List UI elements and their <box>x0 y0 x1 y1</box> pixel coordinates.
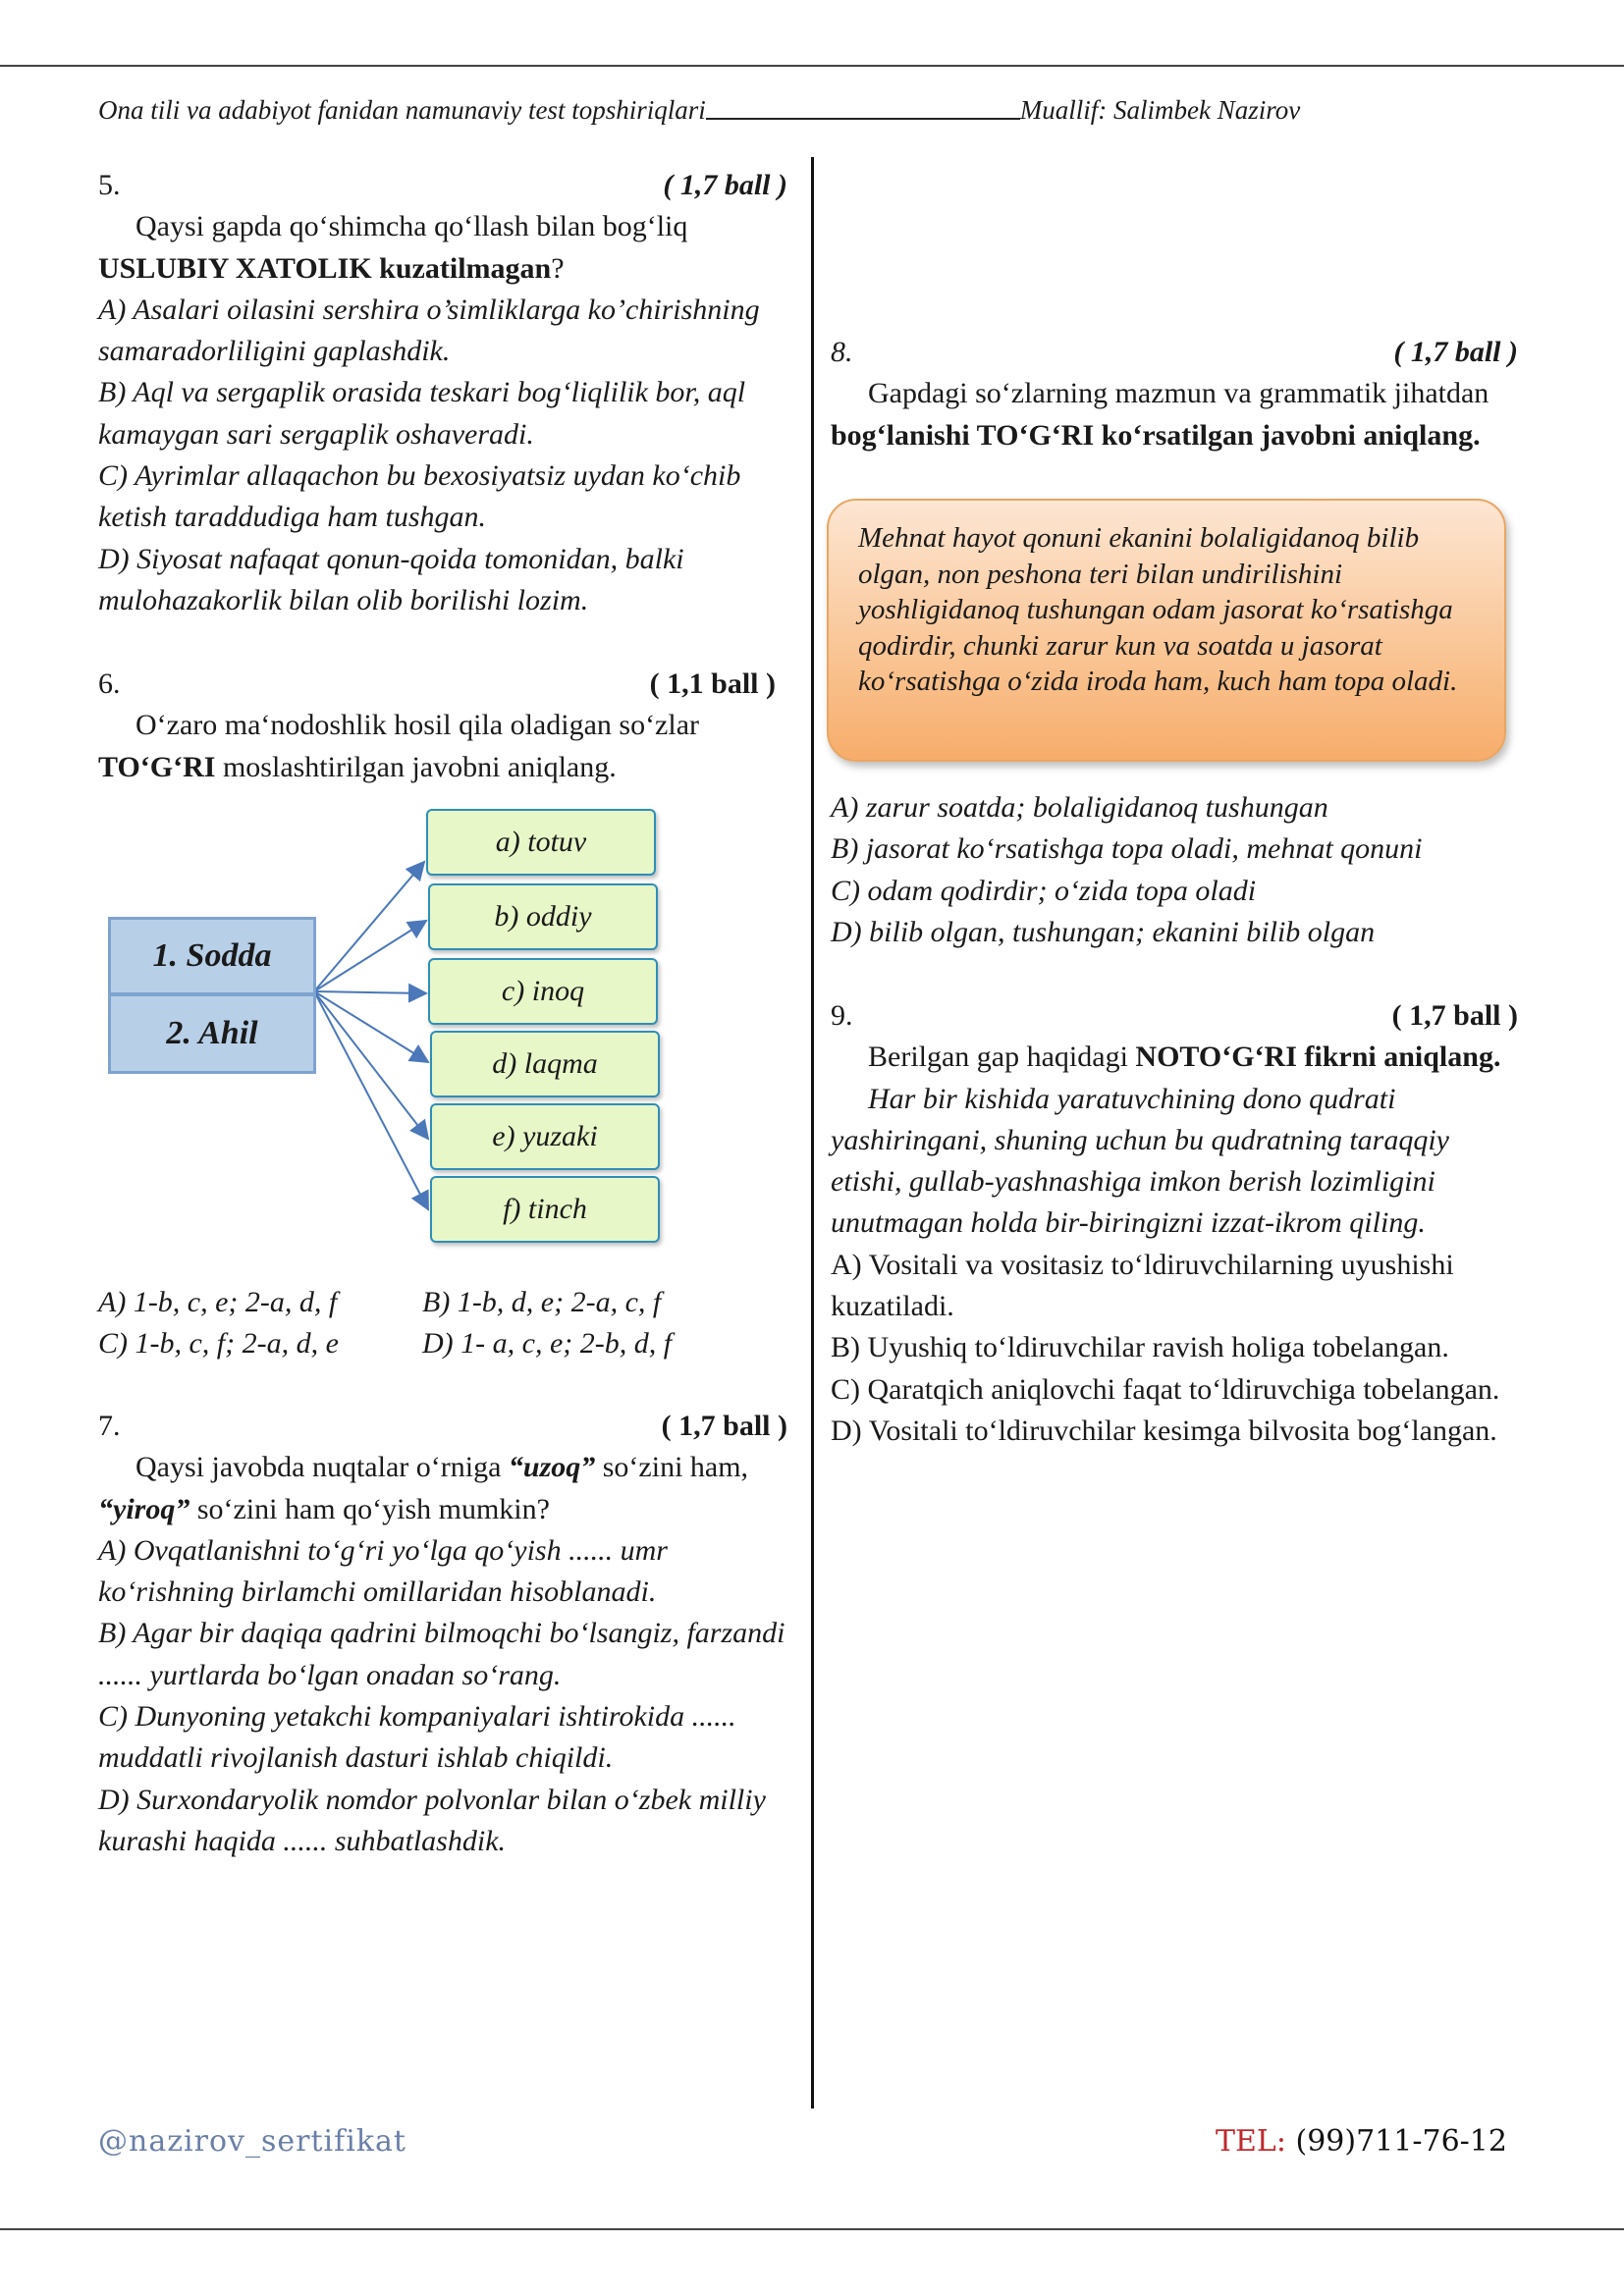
q5-option-d[interactable]: D) Siyosat nafaqat qonun-qoida tomonidan, balki mulohazakorlik bilan olib borilishi lozim. <box>98 542 684 616</box>
q8-number: 8. <box>831 336 853 368</box>
q8-points: ( 1,7 ball ) <box>1393 336 1518 368</box>
q9-number: 9. <box>831 999 853 1032</box>
q8-option-d[interactable]: D) bilib olgan, tushungan; ekanini bilib olgan <box>831 915 1376 948</box>
q7-points: ( 1,7 ball ) <box>661 1410 787 1442</box>
q7-number: 7. <box>98 1410 121 1442</box>
bottom-rule <box>0 2228 1624 2230</box>
q8-question: Gapdagi so‘zlarning mazmun va grammatik jihatdan bog‘lanishi TO‘G‘RI ko‘rsatilgan javobni aniqlang. <box>831 377 1489 452</box>
q7-option-b[interactable]: B) Agar bir daqiqa qadrini bilmoqchi bo‘lsangiz, farzandi ...... yurtlarda bo‘lgan onadan so‘rang. <box>98 1617 785 1691</box>
q7-question: Qaysi javobda nuqtalar o‘rniga “uzoq” so‘zini ham, “yiroq” so‘zini ham qo‘yish mumkin? <box>98 1451 749 1525</box>
right-item-c: c) inoq <box>428 958 658 1025</box>
q7-option-c[interactable]: C) Dunyoning yetakchi kompaniyalari ishtirokida ...... muddatli rivojlanish dasturi ishlab chiqildi. <box>98 1700 736 1775</box>
q5-option-a[interactable]: A) Asalari oilasini sershira o’simliklarga ko’chirishning samaradorliligini gaplashdik. <box>98 293 760 368</box>
left-item-2: 2. Ahil <box>108 993 316 1074</box>
header-underline <box>706 90 1020 120</box>
right-item-e: e) yuzaki <box>430 1103 660 1170</box>
right-item-a: a) totuv <box>426 809 656 876</box>
question-6 <box>98 664 776 788</box>
q8-option-c[interactable]: C) odam qodirdir; o‘zida topa oladi <box>831 874 1257 907</box>
q9-points: ( 1,7 ball ) <box>1391 999 1518 1032</box>
footer-handle: @nazirov_sertifikat <box>98 2124 406 2159</box>
q6-answers <box>98 1282 785 1365</box>
q6-points: ( 1,1 ball ) <box>649 667 776 700</box>
q8-text-box: Mehnat hayot qonuni ekanini bolaligidanoq bilib olgan, non peshona teri bilan undirilishini yoshligidanoq tushungan odam jasorat ko‘rsatishga qodirdir, chunki zarur kun va soatda u jasorat ko‘rsatishga o‘zida iroda ham, kuch ham topa oladi. <box>827 499 1506 762</box>
footer-tel-number: (99)711-76-12 <box>1295 2124 1507 2159</box>
q9-option-b[interactable]: B) Uyushiq to‘ldiruvchilar ravish holiga tobelangan. <box>831 1331 1449 1364</box>
q5-points: ( 1,7 ball ) <box>663 169 787 201</box>
question-9 <box>831 995 1518 1452</box>
q9-question: Berilgan gap haqidagi NOTO‘G‘RI fikrni aniqlang. <box>868 1041 1501 1074</box>
q6-question: O‘zaro ma‘nodoshlik hosil qila oladigan so‘zlar TO‘G‘RI moslashtirilgan javobni aniqlang. <box>98 709 700 783</box>
right-item-d: d) laqma <box>430 1031 660 1097</box>
q7-option-d[interactable]: D) Surxondaryolik nomdor polvonlar bilan o‘zbek milliy kurashi haqida ...... suhbatlashdik. <box>98 1783 766 1857</box>
column-divider <box>811 157 814 2109</box>
page-header <box>98 90 1473 130</box>
question-7 <box>98 1406 787 1862</box>
q6-answer-a[interactable]: A) 1-b, c, e; 2-a, d, f <box>98 1286 338 1318</box>
q9-option-a[interactable]: A) Vositali va vositasiz to‘ldiruvchilarning uyushishi kuzatiladi. <box>831 1248 1454 1323</box>
q6-answer-d[interactable]: D) 1- a, c, e; 2-b, d, f <box>422 1327 673 1361</box>
top-rule <box>0 65 1624 67</box>
footer-phone <box>1216 2124 1507 2159</box>
q9-option-c[interactable]: C) Qaratqich aniqlovchi faqat to‘ldiruvchiga tobelangan. <box>831 1372 1500 1406</box>
q5-question: Qaysi gapda qo‘shimcha qo‘llash bilan bog‘liq USLUBIY XATOLIK kuzatilmagan? <box>98 210 688 285</box>
question-8 <box>831 332 1518 456</box>
header-title: Ona tili va adabiyot fanidan namunaviy test topshiriqlari <box>98 95 706 125</box>
q8-option-b[interactable]: B) jasorat ko‘rsatishga topa oladi, mehnat qonuni <box>831 832 1423 866</box>
q6-answer-c[interactable]: C) 1-b, c, f; 2-a, d, e <box>98 1327 339 1361</box>
matching-diagram <box>98 805 687 1256</box>
question-5 <box>98 165 787 621</box>
q5-option-c[interactable]: C) Ayrimlar allaqachon bu bexosiyatsiz uydan ko‘chib ketish taraddudiga ham tushgan. <box>98 459 741 534</box>
q6-answer-b[interactable]: B) 1-b, d, e; 2-a, c, f <box>422 1286 662 1318</box>
q8-options <box>831 787 1518 953</box>
header-author: Muallif: Salimbek Nazirov <box>1019 95 1301 125</box>
footer-tel-label: TEL: <box>1216 2124 1286 2159</box>
q7-option-a[interactable]: A) Ovqatlanishni to‘g‘ri yo‘lga qo‘yish ...... umr ko‘rishning birlamchi omillaridan hisoblanadi. <box>98 1533 668 1609</box>
right-item-b: b) oddiy <box>428 883 658 950</box>
left-item-1: 1. Sodda <box>108 917 316 995</box>
right-item-f: f) tinch <box>430 1176 660 1243</box>
q5-number: 5. <box>98 169 121 201</box>
q9-text: Har bir kishida yaratuvchining dono qudrati yashiringani, shuning uchun bu qudratning taraqqiy etishi, gullab-yashnashiga imkon berish lozimligini unutmagan holda bir-biringizni izzat-ikrom qiling. <box>831 1082 1449 1240</box>
q5-option-b[interactable]: B) Aql va sergaplik orasida teskari bog‘liqlilik bor, aql kamaygan sari sergaplik oshaveradi. <box>98 376 746 451</box>
q9-option-d[interactable]: D) Vositali to‘ldiruvchilar kesimga bilvosita bog‘langan. <box>831 1414 1497 1447</box>
q8-option-a[interactable]: A) zarur soatda; bolaligidanoq tushungan <box>831 791 1328 824</box>
q6-number: 6. <box>98 667 121 700</box>
